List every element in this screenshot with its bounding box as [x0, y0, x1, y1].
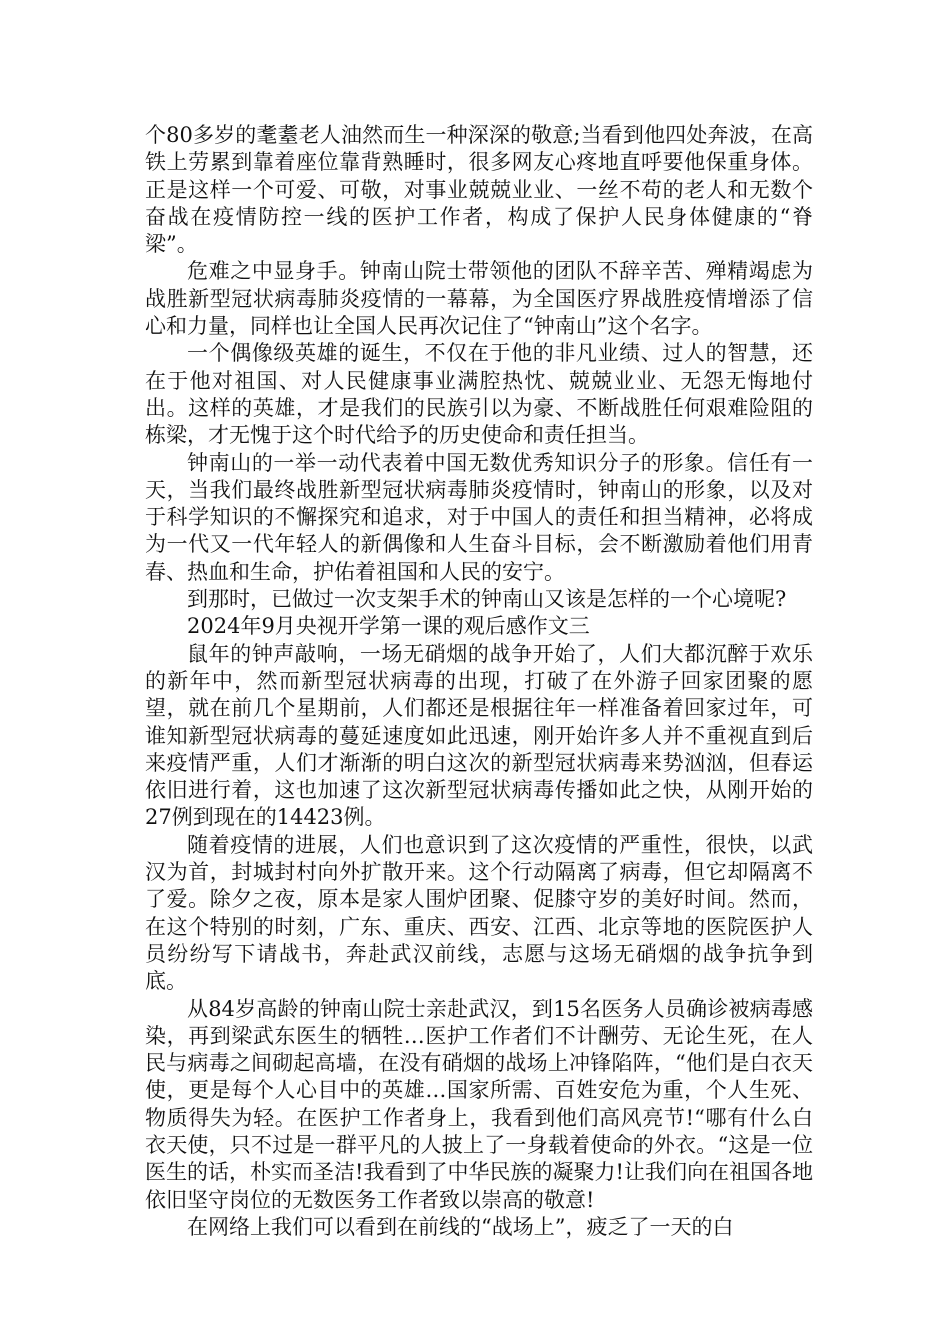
paragraph: 鼠年的钟声敲响，一场无硝烟的战争开始了，人们大都沉醉于欢乐的新年中，然而新型冠状病毒的出现，打破了在外游子回家团聚的愿望，就在前几个星期前，人们都还是根据往年一样准备着回家过年，可谁知新型冠状病毒的蔓延速度如此迅速，刚开始许多人并不重视直到后来疫情严重，人们才渐渐的明白这次的新型冠状病毒来势汹汹，但春运依旧进行着，这也加速了这次新型冠状病毒传播如此之快，从刚开始的27例到现在的14423例。: [145, 641, 813, 830]
document-body: [145, 122, 813, 1241]
paragraph: 从84岁高龄的钟南山院士亲赴武汉，到15名医务人员确诊被病毒感染，再到梁武东医生的牺牲…医护工作者们不计酬劳、无论生死，在人民与病毒之间砌起高墙，在没有硝烟的战场上冲锋陷阵，“他们是白衣天使，更是每个人心目中的英雄…国家所需、百姓安危为重，个人生死、物质得失为轻。在医护工作者身上，我看到他们高风亮节!“哪有什么白衣天使，只不过是一群平凡的人披上了一身载着使命的外衣。“这是一位医生的话，朴实而圣洁!我看到了中华民族的凝聚力!让我们向在祖国各地依旧坚守岗位的无数医务工作者致以崇高的敬意!: [145, 996, 813, 1212]
section-heading: 2024年9月央视开学第一课的观后感作文三: [187, 614, 590, 639]
paragraph: 危难之中显身手。钟南山院士带领他的团队不辞辛苦、殚精竭虑为战胜新型冠状病毒肺炎疫情的一幕幕，为全国医疗界战胜疫情增添了信心和力量，同样也让全国人民再次记住了“钟南山”这个名字。: [145, 259, 813, 339]
paragraph: 一个偶像级英雄的诞生，不仅在于他的非凡业绩、过人的智慧，还在于他对祖国、对人民健康事业满腔热忱、兢兢业业、无怨无悔地付出。这样的英雄，才是我们的民族引以为豪、不断战胜任何艰难险阻的栋梁，才无愧于这个时代给予的历史使命和责任担当。: [145, 341, 813, 448]
paragraph: 在网络上我们可以看到在前线的“战场上”，疲乏了一天的白: [187, 1214, 734, 1239]
paragraph-continued: 个80多岁的耄耋老人油然而生一种深深的敬意;当看到他四处奔波，在高铁上劳累到靠着座位靠背熟睡时，很多网友心疼地直呼要他保重身体。正是这样一个可爱、可敬，对事业兢兢业业、一丝不苟的老人和无数个奋战在疫情防控一线的医护工作者，构成了保护人民身体健康的“脊梁”。: [145, 123, 813, 257]
paragraph: 钟南山的一举一动代表着中国无数优秀知识分子的形象。信任有一天，当我们最终战胜新型冠状病毒肺炎疫情时，钟南山的形象，以及对于科学知识的不懈探究和追求，对于中国人的责任和担当精神，必将成为一代又一代年轻人的新偶像和人生奋斗目标，会不断激励着他们用青春、热血和生命，护佑着祖国和人民的安宁。: [145, 450, 813, 584]
paragraph: 到那时，已做过一次支架手术的钟南山又该是怎样的一个心境呢?: [187, 587, 787, 612]
paragraph: 随着疫情的进展，人们也意识到了这次疫情的严重性，很快，以武汉为首，封城封村向外扩散开来。这个行动隔离了病毒，但它却隔离不了爱。除夕之夜，原本是家人围炉团聚、促膝守岁的美好时间。然而，在这个特别的时刻，广东、重庆、西安、江西、北京等地的医院医护人员纷纷写下请战书，奔赴武汉前线，志愿与这场无硝烟的战争抗争到底。: [145, 832, 813, 994]
